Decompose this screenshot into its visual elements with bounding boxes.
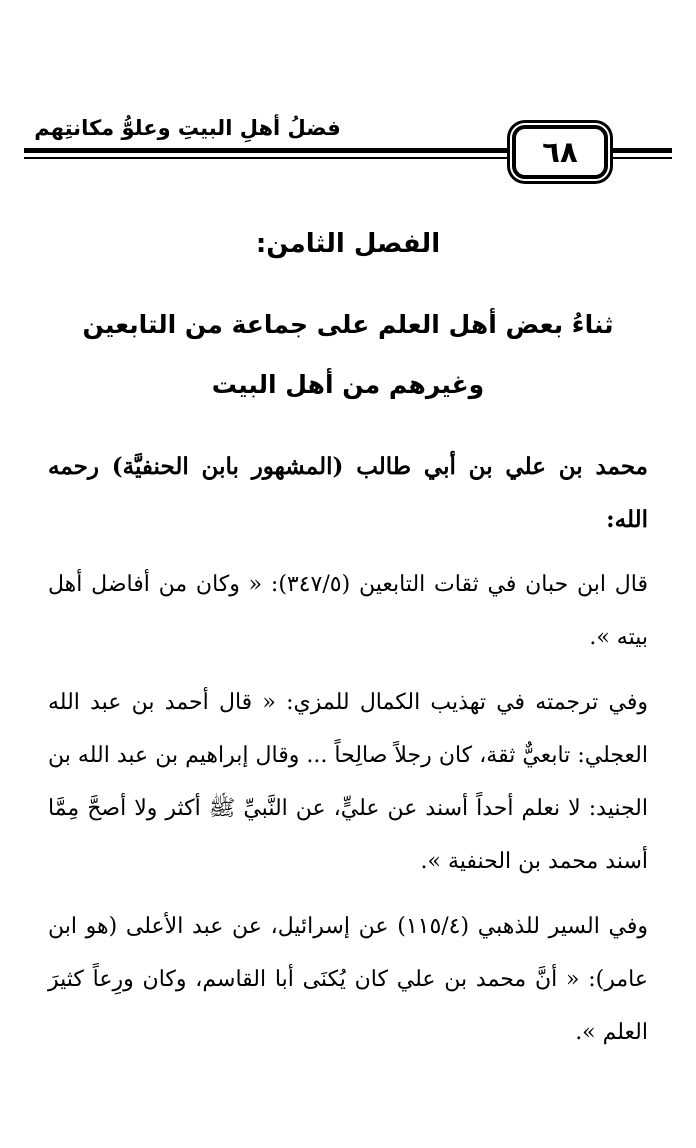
paragraph-siyar: وفي السير للذهبي (١١٥/٤) عن إسرائيل، عن عبد الأعلى (هو ابن عامر): « أنَّ محمد بن علي كان يُكنَى أبا القاسم، وكان ورِعاً كثيرَ العلم ». [48,914,648,1045]
page-number-box [512,125,608,179]
body-text [48,440,648,1059]
paragraph-ibn-hibban: قال ابن حبان في ثقات التابعين (٣٤٧/٥): « وكان من أفاضل أهل بيته ». [48,572,648,650]
running-title: فضلُ أهلِ البيتِ وعلوُّ مكانتِهم [34,116,341,140]
chapter-title: ثناءُ بعض أهل العلم على جماعة من التابعين وغيرهم من أهل البيت [82,310,614,399]
paragraph-tahdhib: وفي ترجمته في تهذيب الكمال للمزي: « قال أحمد بن عبد الله العجلي: تابعيٌّ ثقة، كان رجلاً صالِحاً ... وقال إبراهيم بن عبد الله بن الجنيد: لا نعلم أحداً أسند عن عليٍّ، عن النَّبيِّ ﷺ أكثر ولا أصحَّ مِمَّا أسند محمد بن الحنفية ». [48,690,648,874]
page-number: ٦٨ [542,135,578,169]
chapter-label: الفصل الثامن: [255,229,441,259]
section-heading: محمد بن علي بن أبي طالب (المشهور بابن الحنفيَّة) رحمه الله: [48,453,648,533]
